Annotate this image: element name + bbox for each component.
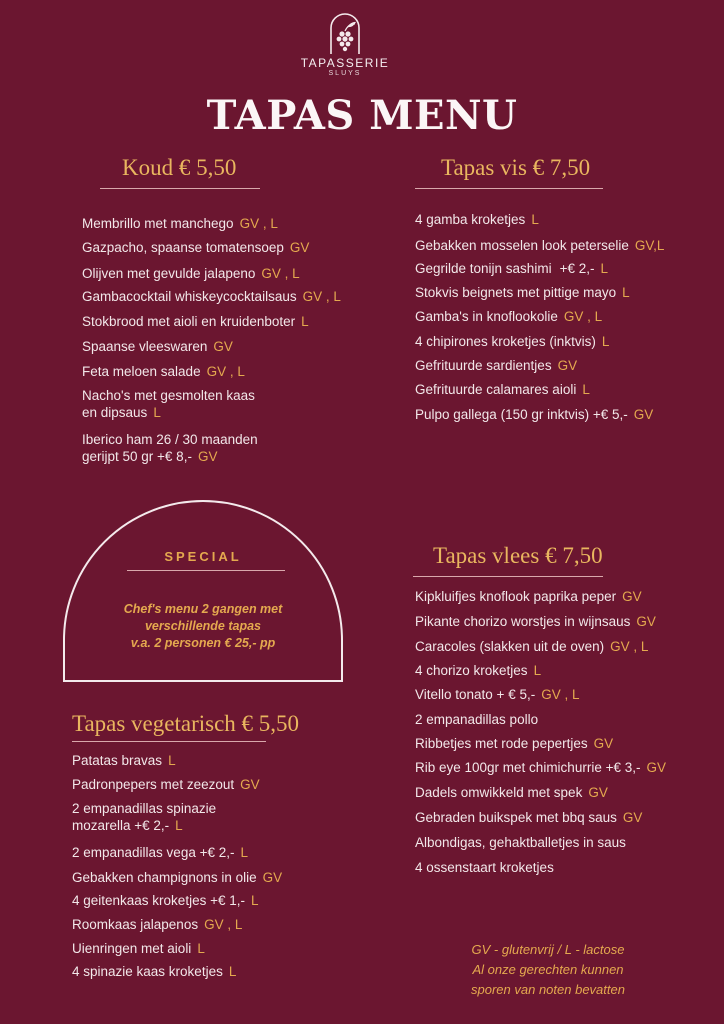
dietary-tag: GV xyxy=(262,870,283,885)
menu-item-name-cont: gerijpt 50 gr +€ 8,- xyxy=(82,449,192,464)
special-arch xyxy=(63,500,343,682)
menu-item xyxy=(415,759,666,776)
menu-item xyxy=(415,613,656,630)
dietary-tag: GV , L xyxy=(204,917,243,932)
dietary-tag: L xyxy=(240,845,248,860)
menu-item-name: 2 empanadillas spinazie xyxy=(72,801,217,816)
menu-item xyxy=(82,338,233,355)
menu-item-line xyxy=(415,284,630,301)
menu-item-name: Gegrilde tonijn sashimi xyxy=(415,261,552,276)
menu-item-line xyxy=(415,735,613,752)
menu-item-line xyxy=(72,916,242,933)
dietary-tag: GV , L xyxy=(239,216,278,231)
menu-item xyxy=(415,686,579,703)
menu-item-name: Gebakken mosselen look peterselie xyxy=(415,238,629,253)
menu-item-line xyxy=(415,308,602,325)
grape-icon xyxy=(325,10,365,54)
menu-item-name: Pikante chorizo worstjes in wijnsaus xyxy=(415,614,631,629)
menu-item-line xyxy=(82,431,258,448)
dietary-tag: GV , L xyxy=(206,364,245,379)
menu-item-line xyxy=(415,711,538,728)
menu-item-name: Albondigas, gehaktballetjes in saus xyxy=(415,835,626,850)
menu-item-name: Gefrituurde sardientjes xyxy=(415,358,552,373)
menu-item-line xyxy=(72,752,176,769)
divider xyxy=(413,576,603,577)
menu-item-name: Dadels omwikkeld met spek xyxy=(415,785,583,800)
menu-item-name: Nacho's met gesmolten kaas xyxy=(82,388,255,403)
menu-item-line xyxy=(72,844,248,861)
menu-item-name-cont: en dipsaus xyxy=(82,405,148,420)
divider xyxy=(127,570,285,571)
dietary-tag: GV , L xyxy=(302,289,341,304)
divider xyxy=(100,188,260,189)
menu-item-name: 4 chipirones kroketjes (inktvis) xyxy=(415,334,596,349)
menu-item-name: Caracoles (slakken uit de oven) xyxy=(415,639,605,654)
menu-item xyxy=(415,711,538,728)
menu-item xyxy=(72,869,282,886)
menu-item-line xyxy=(415,834,626,851)
dietary-tag: L xyxy=(531,212,539,227)
menu-item-name: Vitello tonato + € 5,- xyxy=(415,687,536,702)
menu-item-line xyxy=(82,215,278,232)
dietary-tag: L xyxy=(601,334,610,349)
menu-item xyxy=(415,834,626,851)
menu-item xyxy=(415,662,541,679)
menu-item xyxy=(82,363,245,380)
menu-item xyxy=(82,431,258,465)
menu-item-name: Kipkluifjes knoflook paprika peper xyxy=(415,589,617,604)
dietary-tag: GV xyxy=(588,785,608,800)
dietary-tag: GV , L xyxy=(563,309,603,324)
menu-item-line xyxy=(72,940,205,957)
logo-sub: SLUYS xyxy=(328,70,362,77)
menu-item xyxy=(72,752,176,769)
menu-item-name: Gebraden buikspek met bbq saus xyxy=(415,810,617,825)
divider xyxy=(415,188,603,189)
menu-item-line xyxy=(415,613,656,630)
menu-item-line xyxy=(415,809,642,826)
menu-item xyxy=(82,215,278,232)
logo-name: TAPASSERIE xyxy=(300,56,390,70)
menu-item-line xyxy=(72,869,282,886)
menu-item-name: Gebakken champignons in olie xyxy=(72,870,257,885)
section-title-vegetarisch: Tapas vegetarisch € 5,50 xyxy=(72,711,300,736)
menu-item-line xyxy=(72,817,216,834)
menu-item xyxy=(72,844,248,861)
section-title-koud: Koud € 5,50 xyxy=(122,155,237,180)
menu-item-line xyxy=(415,260,608,277)
menu-item-line xyxy=(72,800,216,817)
dietary-tag: L xyxy=(533,663,542,678)
dietary-tag: L xyxy=(250,893,259,908)
menu-item-line xyxy=(415,759,666,776)
menu-item-line xyxy=(415,638,648,655)
menu-item-line xyxy=(415,859,554,876)
page-title: TAPAS MENU xyxy=(206,92,518,139)
menu-item xyxy=(82,313,309,330)
menu-item xyxy=(72,940,205,957)
menu-item-line xyxy=(72,892,259,909)
menu-item-price: +€ 2,- xyxy=(559,261,595,276)
menu-item-line xyxy=(415,406,653,423)
menu-item xyxy=(82,387,255,421)
special-description xyxy=(63,601,343,652)
menu-item-name: Stokbrood met aioli en kruidenboter xyxy=(82,314,296,329)
dietary-tag: L xyxy=(622,285,630,300)
dietary-tag: GV , L xyxy=(541,687,580,702)
menu-item-name: 2 empanadillas vega +€ 2,- xyxy=(72,845,235,860)
menu-item-line xyxy=(82,313,309,330)
menu-item-name: Padronpepers met zeezout xyxy=(72,777,235,792)
dietary-tag: GV xyxy=(633,407,654,422)
menu-item xyxy=(415,357,577,374)
menu-item-line xyxy=(82,404,255,421)
special-title: SPECIAL xyxy=(164,549,242,564)
section-title-vis: Tapas vis € 7,50 xyxy=(441,155,591,180)
menu-item xyxy=(415,735,613,752)
menu-item xyxy=(415,333,609,350)
menu-item-line xyxy=(82,239,309,256)
dietary-tag: GV xyxy=(289,240,310,255)
logo xyxy=(300,10,390,77)
menu-item-line xyxy=(82,338,233,355)
menu-item-line xyxy=(415,211,539,228)
legend xyxy=(420,940,676,1000)
menu-item-line xyxy=(72,963,236,980)
menu-item xyxy=(415,859,554,876)
menu-item xyxy=(415,638,648,655)
menu-item-line xyxy=(82,288,341,305)
dietary-tag: L xyxy=(168,753,176,768)
menu-item-name: Gefrituurde calamares aioli xyxy=(415,382,577,397)
menu-item xyxy=(415,809,642,826)
menu-item-name: Roomkaas jalapenos xyxy=(72,917,199,932)
menu-item-name: 4 spinazie kaas kroketjes xyxy=(72,964,223,979)
dietary-tag: L xyxy=(228,964,237,979)
dietary-tag: L xyxy=(175,818,183,833)
divider xyxy=(72,741,266,742)
dietary-tag: GV , L xyxy=(610,639,649,654)
menu-item-name: Rib eye 100gr met chimichurrie +€ 3,- xyxy=(415,760,641,775)
menu-item-line xyxy=(82,448,258,465)
menu-item-name: Membrillo met manchego xyxy=(82,216,234,231)
menu-item-line xyxy=(415,381,590,398)
menu-item-name: Spaanse vleeswaren xyxy=(82,339,208,354)
legend-line: sporen van noten bevatten xyxy=(471,982,625,997)
menu-item-line xyxy=(82,265,300,282)
menu-item-name: 2 empanadillas pollo xyxy=(415,712,539,727)
dietary-tag: GV xyxy=(197,449,218,464)
menu-item-name: Ribbetjes met rode pepertjes xyxy=(415,736,588,751)
dietary-tag: GV xyxy=(622,810,643,825)
menu-item-line xyxy=(82,387,255,404)
special-line: v.a. 2 personen € 25,- pp xyxy=(130,636,276,650)
menu-item-name: Patatas bravas xyxy=(72,753,163,768)
menu-item-line xyxy=(415,588,642,605)
menu-item-line xyxy=(82,363,245,380)
special-line: Chef's menu 2 gangen met xyxy=(123,602,283,616)
menu-item-name: 4 geitenkaas kroketjes +€ 1,- xyxy=(72,893,245,908)
dietary-tag: GV , L xyxy=(261,266,300,281)
menu-item-line xyxy=(415,662,541,679)
menu-item xyxy=(415,308,602,325)
menu-item-name: Iberico ham 26 / 30 maanden xyxy=(82,432,258,447)
menu-item xyxy=(82,265,300,282)
dietary-tag: GV xyxy=(593,736,614,751)
menu-item xyxy=(72,916,242,933)
menu-item xyxy=(415,284,630,301)
menu-item xyxy=(415,381,590,398)
dietary-tag: GV xyxy=(646,760,666,775)
dietary-tag: GV xyxy=(213,339,233,354)
dietary-tag: GV xyxy=(622,589,642,604)
menu-item xyxy=(415,588,642,605)
menu-item-name: Feta meloen salade xyxy=(82,364,201,379)
menu-item-name: Gambacocktail whiskeycocktailsaus xyxy=(82,289,297,304)
dietary-tag: L xyxy=(600,261,608,276)
menu-item xyxy=(82,288,341,305)
section-title-vlees: Tapas vlees € 7,50 xyxy=(433,543,603,568)
menu-item xyxy=(415,406,653,423)
menu-item-name-cont: mozarella +€ 2,- xyxy=(72,818,170,833)
dietary-tag: L xyxy=(153,405,161,420)
menu-item-name: 4 gamba kroketjes xyxy=(415,212,526,227)
menu-item-name: Olijven met gevulde jalapeno xyxy=(82,266,256,281)
dietary-tag: GV xyxy=(636,614,656,629)
menu-item xyxy=(72,892,259,909)
menu-item-name: Stokvis beignets met pittige mayo xyxy=(415,285,617,300)
menu-item xyxy=(415,211,539,228)
menu-item xyxy=(415,260,608,277)
dietary-tag: GV,L xyxy=(634,238,665,253)
dietary-tag: L xyxy=(301,314,309,329)
menu-item xyxy=(415,784,608,801)
menu-item-line xyxy=(72,776,260,793)
legend-line: Al onze gerechten kunnen xyxy=(472,962,624,977)
dietary-tag: L xyxy=(582,382,590,397)
menu-item-line xyxy=(415,784,608,801)
menu-item-name: Gamba's in knoflookolie xyxy=(415,309,558,324)
dietary-tag: GV xyxy=(240,777,260,792)
menu-item-line xyxy=(415,686,579,703)
legend-line: GV - glutenvrij / L - lactose xyxy=(471,942,625,957)
menu-item-line xyxy=(415,357,577,374)
dietary-tag: GV xyxy=(557,358,578,373)
menu-item-name: Pulpo gallega (150 gr inktvis) +€ 5,- xyxy=(415,407,628,422)
menu-item xyxy=(415,237,664,254)
menu-item-name: Uienringen met aioli xyxy=(72,941,192,956)
menu-item xyxy=(72,963,236,980)
menu-item xyxy=(82,239,309,256)
menu-item-name: 4 chorizo kroketjes xyxy=(415,663,528,678)
menu-item xyxy=(72,776,260,793)
dietary-tag: L xyxy=(197,941,205,956)
menu-item-line xyxy=(415,333,609,350)
menu-item-name: 4 ossenstaart kroketjes xyxy=(415,860,554,875)
menu-item-line xyxy=(415,237,664,254)
menu-item-name: Gazpacho, spaanse tomatensoep xyxy=(82,240,284,255)
menu-item xyxy=(72,800,216,834)
special-line: verschillende tapas xyxy=(144,619,262,633)
